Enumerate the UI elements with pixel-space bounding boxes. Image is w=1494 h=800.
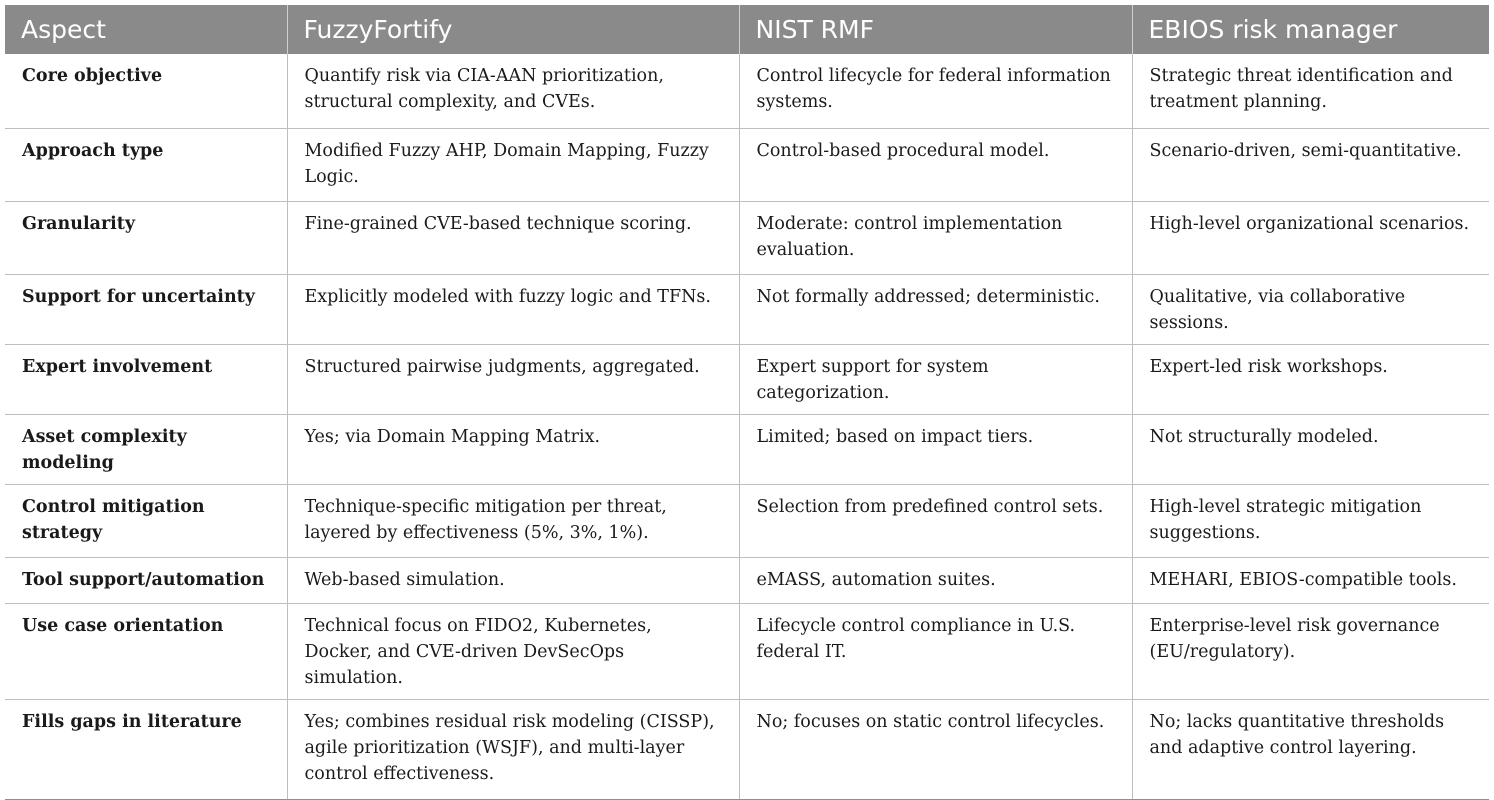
- aspect-cell: Core objective: [5, 54, 287, 128]
- header-ebios: EBIOS risk manager: [1132, 5, 1489, 54]
- table-row: [5, 557, 1489, 603]
- table-header: [5, 5, 1489, 54]
- ebios-cell: No; lacks quantitative thresholds and adaptive control layering.: [1132, 699, 1489, 799]
- table-row: [5, 344, 1489, 414]
- table-row: [5, 274, 1489, 344]
- aspect-cell: Control mitigation strategy: [5, 484, 287, 557]
- table-row: [5, 128, 1489, 201]
- nist-rmf-cell: Not formally addressed; deterministic.: [739, 274, 1132, 344]
- ebios-cell: Strategic threat identification and treatment planning.: [1132, 54, 1489, 128]
- nist-rmf-cell: Moderate: control implementation evaluation.: [739, 201, 1132, 274]
- aspect-cell: Approach type: [5, 128, 287, 201]
- fuzzyfortify-cell: Technique-specific mitigation per threat, layered by effectiveness (5%, 3%, 1%).: [287, 484, 739, 557]
- fuzzyfortify-cell: Web-based simulation.: [287, 557, 739, 603]
- nist-rmf-cell: No; focuses on static control lifecycles.: [739, 699, 1132, 799]
- table-row: [5, 603, 1489, 699]
- aspect-cell: Tool support/automation: [5, 557, 287, 603]
- ebios-cell: High-level strategic mitigation suggestions.: [1132, 484, 1489, 557]
- ebios-cell: High-level organizational scenarios.: [1132, 201, 1489, 274]
- ebios-cell: MEHARI, EBIOS-compatible tools.: [1132, 557, 1489, 603]
- ebios-cell: Scenario-driven, semi-quantitative.: [1132, 128, 1489, 201]
- aspect-cell: Support for uncertainty: [5, 274, 287, 344]
- fuzzyfortify-cell: Technical focus on FIDO2, Kubernetes, Docker, and CVE-driven DevSecOps simulation.: [287, 603, 739, 699]
- fuzzyfortify-cell: Modified Fuzzy AHP, Domain Mapping, Fuzzy Logic.: [287, 128, 739, 201]
- table-row: [5, 54, 1489, 128]
- fuzzyfortify-cell: Fine-grained CVE-based technique scoring.: [287, 201, 739, 274]
- ebios-cell: Qualitative, via collaborative sessions.: [1132, 274, 1489, 344]
- table-row: [5, 484, 1489, 557]
- nist-rmf-cell: Expert support for system categorization.: [739, 344, 1132, 414]
- fuzzyfortify-cell: Yes; via Domain Mapping Matrix.: [287, 414, 739, 484]
- fuzzyfortify-cell: Explicitly modeled with fuzzy logic and TFNs.: [287, 274, 739, 344]
- header-nist-rmf: NIST RMF: [739, 5, 1132, 54]
- comparison-table: [5, 5, 1489, 800]
- header-row: [5, 5, 1489, 54]
- aspect-cell: Granularity: [5, 201, 287, 274]
- fuzzyfortify-cell: Structured pairwise judgments, aggregated.: [287, 344, 739, 414]
- nist-rmf-cell: Control-based procedural model.: [739, 128, 1132, 201]
- table-row: [5, 201, 1489, 274]
- header-aspect: Aspect: [5, 5, 287, 54]
- aspect-cell: Asset complexity modeling: [5, 414, 287, 484]
- ebios-cell: Not structurally modeled.: [1132, 414, 1489, 484]
- nist-rmf-cell: Lifecycle control compliance in U.S. federal IT.: [739, 603, 1132, 699]
- table-body: [5, 54, 1489, 799]
- table-row: [5, 414, 1489, 484]
- aspect-cell: Fills gaps in literature: [5, 699, 287, 799]
- nist-rmf-cell: Selection from predefined control sets.: [739, 484, 1132, 557]
- fuzzyfortify-cell: Yes; combines residual risk modeling (CISSP), agile prioritization (WSJF), and multi-layer control effectiveness.: [287, 699, 739, 799]
- aspect-cell: Expert involvement: [5, 344, 287, 414]
- comparison-table-container: [5, 5, 1489, 800]
- aspect-cell: Use case orientation: [5, 603, 287, 699]
- nist-rmf-cell: Control lifecycle for federal information systems.: [739, 54, 1132, 128]
- ebios-cell: Enterprise-level risk governance (EU/regulatory).: [1132, 603, 1489, 699]
- fuzzyfortify-cell: Quantify risk via CIA-AAN prioritization, structural complexity, and CVEs.: [287, 54, 739, 128]
- header-fuzzyfortify: FuzzyFortify: [287, 5, 739, 54]
- table-row: [5, 699, 1489, 799]
- ebios-cell: Expert-led risk workshops.: [1132, 344, 1489, 414]
- nist-rmf-cell: Limited; based on impact tiers.: [739, 414, 1132, 484]
- nist-rmf-cell: eMASS, automation suites.: [739, 557, 1132, 603]
